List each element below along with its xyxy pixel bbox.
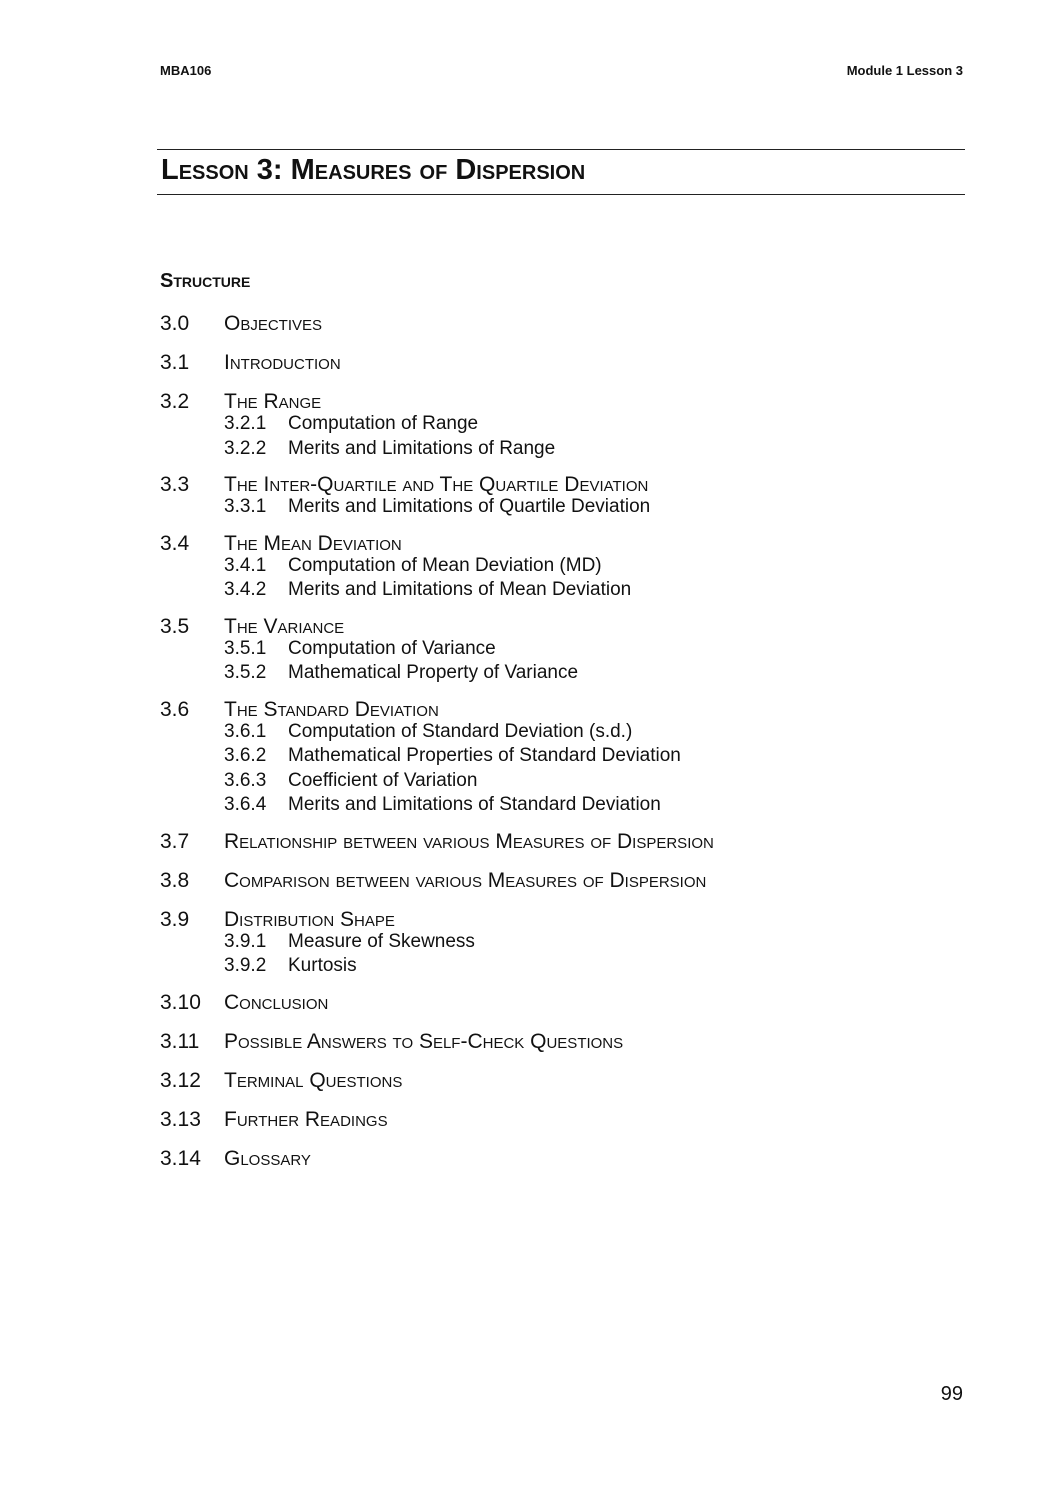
toc-section (160, 612, 960, 686)
toc-subsection (224, 744, 960, 769)
section-number: 3.13 (160, 1107, 201, 1131)
subsection-number: 3.4.2 (224, 579, 267, 600)
toc-subsection (224, 769, 960, 794)
subsection-list (160, 495, 960, 520)
subsection-number: 3.5.1 (224, 637, 267, 659)
toc-section (160, 1066, 960, 1096)
toc-subsection (224, 661, 960, 686)
toc-section-line (160, 827, 960, 857)
toc-section-line (160, 1105, 960, 1135)
section-number: 3.12 (160, 1068, 201, 1092)
subsection-title: Coefficient of Variation (288, 769, 478, 791)
section-number: 3.0 (160, 312, 190, 335)
section-number: 3.2 (160, 390, 190, 413)
toc-section (160, 348, 960, 378)
section-title: The Mean Deviation (224, 531, 402, 555)
toc-section-line (160, 988, 960, 1018)
subsection-number: 3.5.2 (224, 662, 267, 683)
section-title: The Inter-Quartile and The Quartile Deviation (224, 473, 649, 496)
subsection-title: Merits and Limitations of Standard Deviation (288, 794, 661, 815)
toc-section (160, 866, 960, 896)
toc-subsection (224, 793, 960, 818)
section-number: 3.5 (160, 614, 190, 638)
subsection-number: 3.6.1 (224, 720, 267, 742)
section-title: Introduction (224, 351, 341, 374)
toc-section-line (160, 348, 960, 378)
subsection-list (160, 637, 960, 686)
toc-section-line (160, 1144, 960, 1174)
section-number: 3.3 (160, 473, 190, 496)
subsection-title: Computation of Mean Deviation (MD) (288, 554, 602, 576)
subsection-number: 3.9.2 (224, 955, 267, 976)
toc-subsection (224, 954, 960, 979)
section-title: Glossary (224, 1146, 311, 1170)
section-title: The Standard Deviation (224, 697, 439, 721)
section-number: 3.1 (160, 351, 190, 374)
toc-subsection (224, 412, 960, 437)
toc-subsection (224, 495, 960, 520)
section-title: Distribution Shape (224, 907, 395, 931)
toc-section (160, 695, 960, 818)
section-number: 3.4 (160, 531, 190, 555)
page-number: 99 (940, 1383, 963, 1405)
subsection-number: 3.3.1 (224, 496, 267, 517)
section-number: 3.14 (160, 1146, 201, 1170)
subsection-title: Mathematical Properties of Standard Deviation (288, 745, 681, 766)
section-number: 3.7 (160, 829, 190, 853)
toc-section (160, 905, 960, 979)
toc-section (160, 529, 960, 603)
subsection-number: 3.2.2 (224, 437, 267, 459)
subsection-number: 3.6.2 (224, 745, 267, 766)
toc-section-line (160, 1066, 960, 1096)
section-title: The Variance (224, 614, 345, 638)
subsection-list (160, 930, 960, 979)
toc-subsection (224, 720, 960, 745)
subsection-title: Mathematical Property of Variance (288, 662, 579, 683)
toc-subsection (224, 637, 960, 662)
toc-section-line (160, 1027, 960, 1057)
header-module-label: Module 1 Lesson 3 (846, 63, 963, 78)
section-title: Conclusion (224, 990, 329, 1014)
header-course-code: MBA106 (160, 63, 212, 78)
table-of-contents (160, 309, 960, 1183)
section-title: Further Readings (224, 1107, 388, 1131)
toc-section (160, 1144, 960, 1174)
section-title: Terminal Questions (224, 1068, 403, 1092)
subsection-list (160, 412, 960, 461)
section-title: Possible Answers to Self-Check Questions (224, 1029, 624, 1053)
toc-subsection (224, 554, 960, 579)
subsection-number: 3.6.3 (224, 769, 267, 791)
subsection-number: 3.2.1 (224, 413, 267, 434)
toc-subsection (224, 930, 960, 955)
section-number: 3.11 (160, 1029, 200, 1053)
toc-section (160, 988, 960, 1018)
toc-subsection (224, 437, 960, 462)
toc-section-line (160, 866, 960, 896)
toc-section (160, 1027, 960, 1057)
subsection-number: 3.4.1 (224, 554, 267, 576)
section-title: The Range (224, 390, 322, 413)
structure-heading: Structure (160, 270, 251, 292)
subsection-title: Merits and Limitations of Quartile Deviation (288, 496, 651, 517)
subsection-number: 3.9.1 (224, 930, 267, 952)
subsection-title: Computation of Range (288, 413, 479, 434)
title-block (157, 149, 965, 195)
subsection-list (160, 554, 960, 603)
subsection-title: Merits and Limitations of Range (288, 437, 556, 459)
section-title: Comparison between various Measures of Dispersion (224, 868, 707, 892)
subsection-title: Computation of Variance (288, 637, 496, 659)
section-number: 3.6 (160, 697, 190, 721)
subsection-list (160, 720, 960, 818)
section-title: Objectives (224, 312, 323, 335)
subsection-title: Measure of Skewness (288, 930, 475, 952)
section-number: 3.9 (160, 907, 190, 931)
subsection-title: Merits and Limitations of Mean Deviation (288, 579, 632, 600)
subsection-title: Kurtosis (288, 955, 357, 976)
toc-section (160, 1105, 960, 1135)
toc-subsection (224, 578, 960, 603)
lesson-title: Lesson 3: Measures of Dispersion (161, 154, 586, 186)
toc-section (160, 827, 960, 857)
section-title: Relationship between various Measures of Dispersion (224, 829, 714, 853)
section-number: 3.10 (160, 990, 201, 1014)
toc-section (160, 387, 960, 461)
toc-section-line (160, 309, 960, 339)
toc-section (160, 309, 960, 339)
section-number: 3.8 (160, 868, 190, 892)
subsection-number: 3.6.4 (224, 794, 267, 815)
subsection-title: Computation of Standard Deviation (s.d.) (288, 720, 633, 742)
toc-section (160, 470, 960, 520)
